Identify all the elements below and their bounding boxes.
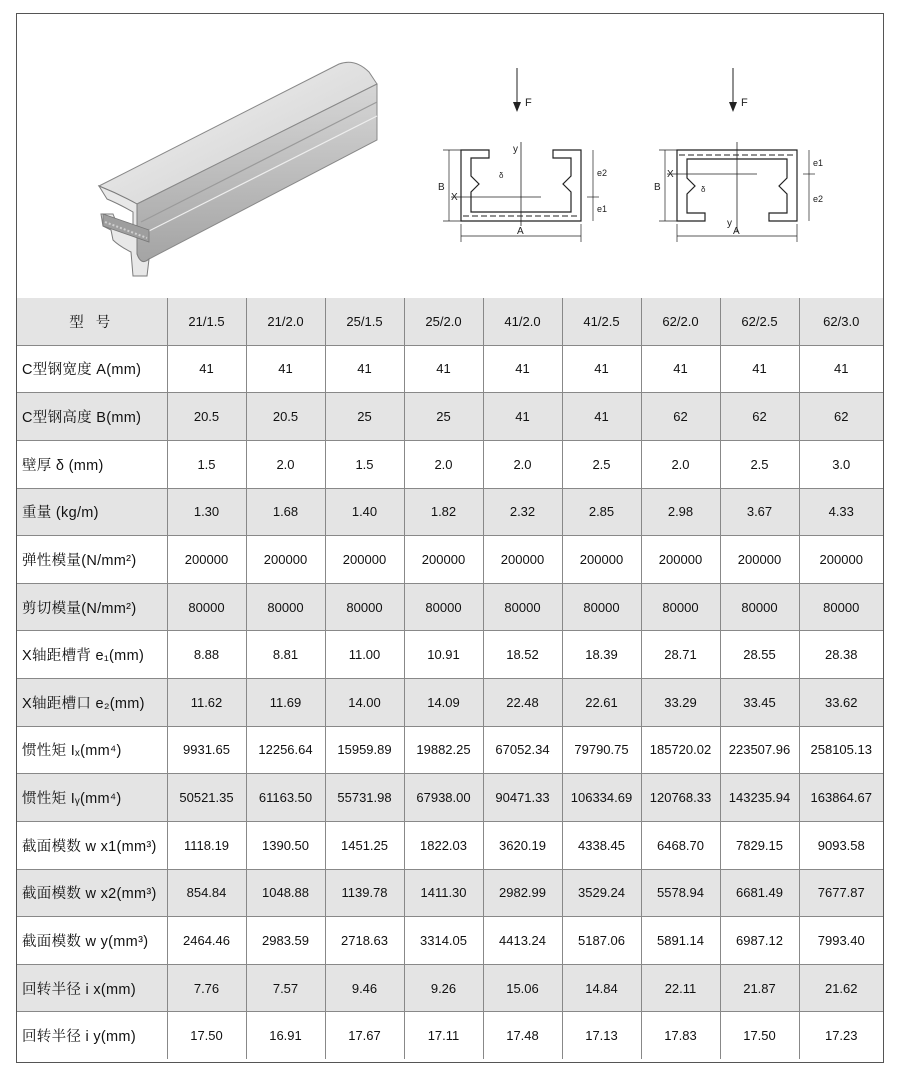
- value-cell: 4.33: [799, 488, 883, 536]
- value-cell: 10.91: [404, 631, 483, 679]
- value-cell: 17.50: [720, 1012, 799, 1059]
- row-label: 壁厚 δ (mm): [17, 440, 167, 488]
- value-cell: 185720.02: [641, 726, 720, 774]
- value-cell: 1411.30: [404, 869, 483, 917]
- model-cell: 21/1.5: [167, 298, 246, 345]
- value-cell: 16.91: [246, 1012, 325, 1059]
- value-cell: 50521.35: [167, 774, 246, 822]
- value-cell: 163864.67: [799, 774, 883, 822]
- row-label: 截面模数 w y(mm³): [17, 917, 167, 965]
- value-cell: 11.69: [246, 679, 325, 727]
- value-cell: 200000: [246, 536, 325, 584]
- table-row: [17, 917, 883, 965]
- value-cell: 120768.33: [641, 774, 720, 822]
- value-cell: 21.87: [720, 964, 799, 1012]
- value-cell: 5891.14: [641, 917, 720, 965]
- value-cell: 41: [641, 345, 720, 393]
- table-row: [17, 345, 883, 393]
- value-cell: 80000: [720, 583, 799, 631]
- value-cell: 200000: [799, 536, 883, 584]
- model-cell: 21/2.0: [246, 298, 325, 345]
- value-cell: 80000: [562, 583, 641, 631]
- value-cell: 17.13: [562, 1012, 641, 1059]
- row-label: 弹性模量(N/mm²): [17, 536, 167, 584]
- value-cell: 4338.45: [562, 821, 641, 869]
- row-label: 惯性矩 Iᵧ(mm⁴): [17, 774, 167, 822]
- value-cell: 7677.87: [799, 869, 883, 917]
- value-cell: 1.68: [246, 488, 325, 536]
- value-cell: 3.0: [799, 440, 883, 488]
- value-cell: 41: [720, 345, 799, 393]
- value-cell: 14.00: [325, 679, 404, 727]
- value-cell: 1822.03: [404, 821, 483, 869]
- value-cell: 15959.89: [325, 726, 404, 774]
- spec-sheet: [16, 13, 884, 1063]
- value-cell: 41: [799, 345, 883, 393]
- value-cell: 33.29: [641, 679, 720, 727]
- row-label: C型钢高度 B(mm): [17, 393, 167, 441]
- value-cell: 19882.25: [404, 726, 483, 774]
- thickness-label: δ: [499, 171, 504, 180]
- x-axis-label: X: [667, 169, 674, 180]
- value-cell: 17.23: [799, 1012, 883, 1059]
- model-cell: 62/3.0: [799, 298, 883, 345]
- value-cell: 1.82: [404, 488, 483, 536]
- value-cell: 61163.50: [246, 774, 325, 822]
- value-cell: 8.81: [246, 631, 325, 679]
- row-label: 回转半径 i y(mm): [17, 1012, 167, 1059]
- value-cell: 80000: [246, 583, 325, 631]
- value-cell: 2982.99: [483, 869, 562, 917]
- width-label: A: [733, 226, 740, 237]
- model-cell: 25/1.5: [325, 298, 404, 345]
- value-cell: 200000: [641, 536, 720, 584]
- value-cell: 80000: [325, 583, 404, 631]
- value-cell: 15.06: [483, 964, 562, 1012]
- value-cell: 1139.78: [325, 869, 404, 917]
- value-cell: 20.5: [246, 393, 325, 441]
- value-cell: 5578.94: [641, 869, 720, 917]
- value-cell: 28.38: [799, 631, 883, 679]
- value-cell: 106334.69: [562, 774, 641, 822]
- value-cell: 3.67: [720, 488, 799, 536]
- value-cell: 854.84: [167, 869, 246, 917]
- value-cell: 1118.19: [167, 821, 246, 869]
- value-cell: 17.11: [404, 1012, 483, 1059]
- value-cell: 80000: [641, 583, 720, 631]
- value-cell: 200000: [167, 536, 246, 584]
- value-cell: 2.32: [483, 488, 562, 536]
- value-cell: 4413.24: [483, 917, 562, 965]
- value-cell: 9.46: [325, 964, 404, 1012]
- table-row: [17, 393, 883, 441]
- row-label: X轴距槽口 e₂(mm): [17, 679, 167, 727]
- value-cell: 80000: [799, 583, 883, 631]
- value-cell: 80000: [167, 583, 246, 631]
- height-label: B: [438, 182, 445, 193]
- table-row: [17, 631, 883, 679]
- y-axis-label: y: [727, 218, 732, 229]
- table-row: [17, 821, 883, 869]
- value-cell: 41: [167, 345, 246, 393]
- value-cell: 33.62: [799, 679, 883, 727]
- section-diagram-1: [421, 66, 627, 251]
- value-cell: 200000: [325, 536, 404, 584]
- value-cell: 17.67: [325, 1012, 404, 1059]
- value-cell: 17.83: [641, 1012, 720, 1059]
- x-axis-label: X: [451, 192, 458, 203]
- e2-label: e2: [597, 168, 608, 178]
- row-label: 回转半径 i x(mm): [17, 964, 167, 1012]
- value-cell: 9.26: [404, 964, 483, 1012]
- width-label: A: [517, 226, 524, 237]
- value-cell: 1.30: [167, 488, 246, 536]
- value-cell: 22.11: [641, 964, 720, 1012]
- value-cell: 41: [404, 345, 483, 393]
- value-cell: 200000: [483, 536, 562, 584]
- value-cell: 9093.58: [799, 821, 883, 869]
- value-cell: 41: [325, 345, 404, 393]
- thickness-label: δ: [701, 185, 706, 194]
- value-cell: 14.84: [562, 964, 641, 1012]
- value-cell: 11.62: [167, 679, 246, 727]
- value-cell: 67938.00: [404, 774, 483, 822]
- table-row: [17, 679, 883, 727]
- value-cell: 2.0: [483, 440, 562, 488]
- value-cell: 62: [641, 393, 720, 441]
- value-cell: 2.0: [246, 440, 325, 488]
- value-cell: 200000: [720, 536, 799, 584]
- row-label: 截面模数 w x2(mm³): [17, 869, 167, 917]
- value-cell: 7.57: [246, 964, 325, 1012]
- value-cell: 21.62: [799, 964, 883, 1012]
- value-cell: 223507.96: [720, 726, 799, 774]
- value-cell: 62: [720, 393, 799, 441]
- value-cell: 41: [562, 393, 641, 441]
- value-cell: 1451.25: [325, 821, 404, 869]
- value-cell: 8.88: [167, 631, 246, 679]
- value-cell: 2.5: [562, 440, 641, 488]
- value-cell: 1.40: [325, 488, 404, 536]
- value-cell: 28.71: [641, 631, 720, 679]
- header-label: 型 号: [17, 298, 167, 345]
- value-cell: 2464.46: [167, 917, 246, 965]
- value-cell: 33.45: [720, 679, 799, 727]
- model-cell: 41/2.0: [483, 298, 562, 345]
- value-cell: 25: [325, 393, 404, 441]
- value-cell: 41: [483, 345, 562, 393]
- row-label: X轴距槽背 e₁(mm): [17, 631, 167, 679]
- spec-table: [17, 298, 883, 1059]
- model-cell: 62/2.0: [641, 298, 720, 345]
- value-cell: 3314.05: [404, 917, 483, 965]
- e2-label: e2: [813, 194, 824, 204]
- value-cell: 22.61: [562, 679, 641, 727]
- force-label: F: [741, 97, 748, 109]
- value-cell: 1.5: [167, 440, 246, 488]
- value-cell: 18.39: [562, 631, 641, 679]
- row-label: C型钢宽度 A(mm): [17, 345, 167, 393]
- table-row: [17, 1012, 883, 1059]
- section-diagram-2: [637, 66, 843, 251]
- value-cell: 2.98: [641, 488, 720, 536]
- value-cell: 200000: [562, 536, 641, 584]
- c-channel-3d-illustration: [89, 54, 389, 279]
- value-cell: 200000: [404, 536, 483, 584]
- value-cell: 2.85: [562, 488, 641, 536]
- value-cell: 62: [799, 393, 883, 441]
- table-row: [17, 964, 883, 1012]
- value-cell: 41: [246, 345, 325, 393]
- table-row: [17, 869, 883, 917]
- value-cell: 143235.94: [720, 774, 799, 822]
- header-row: [17, 298, 883, 345]
- value-cell: 79790.75: [562, 726, 641, 774]
- value-cell: 90471.33: [483, 774, 562, 822]
- value-cell: 20.5: [167, 393, 246, 441]
- table-row: [17, 536, 883, 584]
- value-cell: 17.48: [483, 1012, 562, 1059]
- value-cell: 2.5: [720, 440, 799, 488]
- value-cell: 6468.70: [641, 821, 720, 869]
- value-cell: 67052.34: [483, 726, 562, 774]
- value-cell: 22.48: [483, 679, 562, 727]
- value-cell: 7993.40: [799, 917, 883, 965]
- row-label: 重量 (kg/m): [17, 488, 167, 536]
- row-label: 剪切模量(N/mm²): [17, 583, 167, 631]
- model-cell: 41/2.5: [562, 298, 641, 345]
- value-cell: 2.0: [641, 440, 720, 488]
- value-cell: 11.00: [325, 631, 404, 679]
- value-cell: 9931.65: [167, 726, 246, 774]
- model-cell: 62/2.5: [720, 298, 799, 345]
- table-row: [17, 774, 883, 822]
- value-cell: 17.50: [167, 1012, 246, 1059]
- value-cell: 28.55: [720, 631, 799, 679]
- table-row: [17, 726, 883, 774]
- row-label: 惯性矩 Iₓ(mm⁴): [17, 726, 167, 774]
- value-cell: 2983.59: [246, 917, 325, 965]
- figure-area: [17, 14, 883, 299]
- value-cell: 80000: [483, 583, 562, 631]
- value-cell: 3620.19: [483, 821, 562, 869]
- force-label: F: [525, 97, 532, 109]
- value-cell: 18.52: [483, 631, 562, 679]
- value-cell: 258105.13: [799, 726, 883, 774]
- value-cell: 12256.64: [246, 726, 325, 774]
- value-cell: 1.5: [325, 440, 404, 488]
- value-cell: 6987.12: [720, 917, 799, 965]
- table-row: [17, 583, 883, 631]
- value-cell: 1390.50: [246, 821, 325, 869]
- value-cell: 14.09: [404, 679, 483, 727]
- value-cell: 55731.98: [325, 774, 404, 822]
- e1-label: e1: [813, 158, 824, 168]
- value-cell: 41: [483, 393, 562, 441]
- value-cell: 2.0: [404, 440, 483, 488]
- table-row: [17, 440, 883, 488]
- value-cell: 3529.24: [562, 869, 641, 917]
- value-cell: 41: [562, 345, 641, 393]
- value-cell: 1048.88: [246, 869, 325, 917]
- value-cell: 7.76: [167, 964, 246, 1012]
- table-row: [17, 488, 883, 536]
- e1-label: e1: [597, 204, 608, 214]
- y-axis-label: y: [513, 144, 518, 155]
- value-cell: 5187.06: [562, 917, 641, 965]
- value-cell: 6681.49: [720, 869, 799, 917]
- value-cell: 25: [404, 393, 483, 441]
- value-cell: 2718.63: [325, 917, 404, 965]
- value-cell: 80000: [404, 583, 483, 631]
- model-cell: 25/2.0: [404, 298, 483, 345]
- row-label: 截面模数 w x1(mm³): [17, 821, 167, 869]
- value-cell: 7829.15: [720, 821, 799, 869]
- height-label: B: [654, 182, 661, 193]
